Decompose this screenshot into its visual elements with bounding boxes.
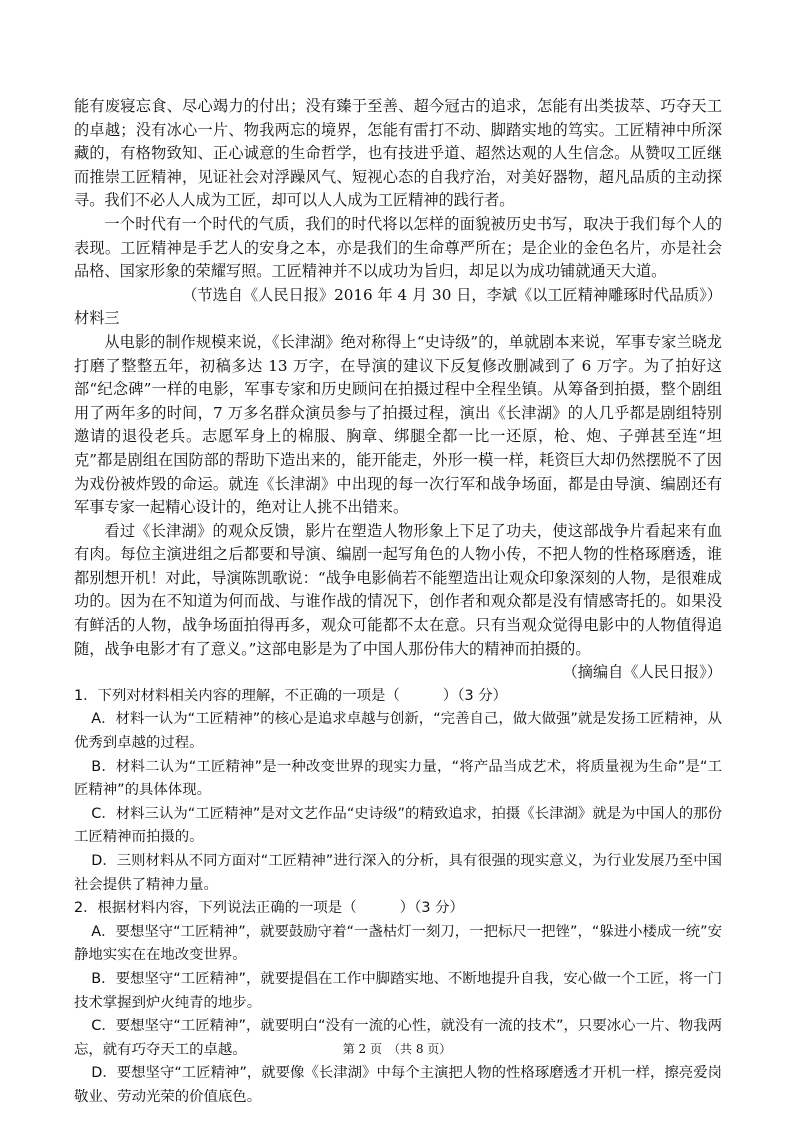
question-2-option-a: A．要想坚守“工匠精神”，就要鼓励守着“一盏枯灯一刻刀，一把标尺一把锉”，“躲进小楼成一统”安静地实实在在地改变世界。 (74, 923, 722, 964)
material2-paragraph-2: 一个时代有一个时代的气质，我们的时代将以怎样的面貌被历史书写，取决于我们每个人的表现。工匠精神是手艺人的安身之本，亦是我们的生命尊严所在；是企业的金色名片，亦是社会品格、国家形象的荣耀写照。工匠精神并不以成功为旨归，却足以为成功铺就通天大道。 (74, 214, 722, 281)
question-2-option-b: B．要想坚守“工匠精神”，就要提倡在工作中脚踏实地、不断地提升自我，安心做一个工匠，将一门技术掌握到炉火纯青的地步。 (74, 970, 722, 1011)
question-2-stem: 2．根据材料内容，下列说法正确的一项是（ ）（3 分） (74, 900, 464, 917)
question-1-option-c: C．材料三认为“工匠精神”是对文艺作品“史诗级”的精致追求，拍摄《长津湖》就是为中国人的那份工匠精神而拍摄的。 (74, 805, 722, 846)
question-1-option-d: D．三则材料从不同方面对“工匠精神”进行深入的分析，具有很强的现实意义，为行业发展乃至中国社会提供了精神力量。 (74, 853, 722, 893)
question-2-option-d: D．要想坚守“工匠精神”，就要像《长津湖》中每个主演把人物的性格琢磨透才开机一样，擦亮爱岗敬业、劳动光荣的价值底色。 (74, 1065, 722, 1105)
material3-paragraph-1: 从电影的制作规模来说，《长津湖》绝对称得上“史诗级”的，单就剧本来说，军事专家兰晓龙打磨了整整五年，初稿多达 13 万字，在导演的建议下反复修改删减到了 6 万字。为了拍好这部“纪念碑”一样的电影，军事专家和历史顾问在拍摄过程中全程坐镇。从筹备到拍摄，整个剧组用了两年多的时间，7 万多名群众演员参与了拍摄过程，演出《长津湖》的人几乎都是剧组特别邀请的退役老兵。志愿军身上的棉服、胸章、绑腿全都一比一还原，枪、炮、子弹甚至连“坦克”都是剧组在国防部的帮助下造出来的，能开能走，外形一模一样，耗资巨大却仍然摆脱不了因为戏份被炸毁的命运。就连《长津湖》中出现的每一次行军和战争场面，都是由导演、编剧还有军事专家一起精心设计的，绝对让人挑不出错来。 (74, 332, 722, 517)
material3-heading: 材料三 (74, 309, 120, 328)
material3-paragraph-2: 看过《长津湖》的观众反馈，影片在塑造人物形象上下足了功夫，使这部战争片看起来有血有肉。每位主演进组之后都要和导演、编剧一起写角色的人物小传，不把人物的性格琢磨透，谁都别想开机！对此，导演陈凯歌说：“战争电影倘若不能塑造出让观众印象深刻的人物，是很难成功的。因为在不知道为何而战、与谁作战的情况下，创作者和观众都是没有情感寄托的。如果没有鲜活的人物，战争场面拍得再多，观众可能都不太在意。只有当观众觉得电影中的人物值得追随，战争电影才有了意义。”这部电影是为了中国人那份伟大的精神而拍摄的。 (74, 521, 722, 658)
page-footer: 第 2 页 （共 8 页） (342, 1042, 452, 1056)
question-1-option-a: A．材料一认为“工匠精神”的核心是追求卓越与创新，“完善自己，做大做强”就是发扬工匠精神，从优秀到卓越的过程。 (74, 711, 722, 752)
material2-paragraph-1: 能有废寝忘食、尽心竭力的付出；没有臻于至善、超今冠古的追求，怎能有出类拔萃、巧夺天工的卓越；没有冰心一片、物我两忘的境界，怎能有雷打不动、脚踏实地的笃实。工匠精神中所深藏的，有格物致知、正心诚意的生命哲学，也有技进乎道、超然达观的人生信念。从赞叹工匠继而推崇工匠精神，见证社会对浮躁风气、短视心态的自我疗治，对美好器物，超凡品质的主动探寻。我们不必人人成为工匠，却可以人人成为工匠精神的践行者。 (74, 97, 722, 210)
material2-source: （节选自《人民日报》2016 年 4 月 30 日，李斌《以工匠精神雕琢时代品质》） (182, 285, 722, 304)
material3-source: （摘编自《人民日报》） (562, 663, 722, 682)
question-2-option-c: C．要想坚守“工匠精神”，就要明白“没有一流的心性，就没有一流的技术”，只要冰心一片、物我两忘，就有巧夺天工的卓越。 (74, 1018, 722, 1058)
question-1-stem: 1．下列对材料相关内容的理解，不正确的一项是（ ）（3 分） (74, 687, 508, 704)
question-1-option-b: B．材料二认为“工匠精神”是一种改变世界的现实力量，“将产品当成艺术，将质量视为生命”是“工匠精神”的具体体现。 (74, 758, 722, 799)
page-content (74, 95, 722, 1110)
